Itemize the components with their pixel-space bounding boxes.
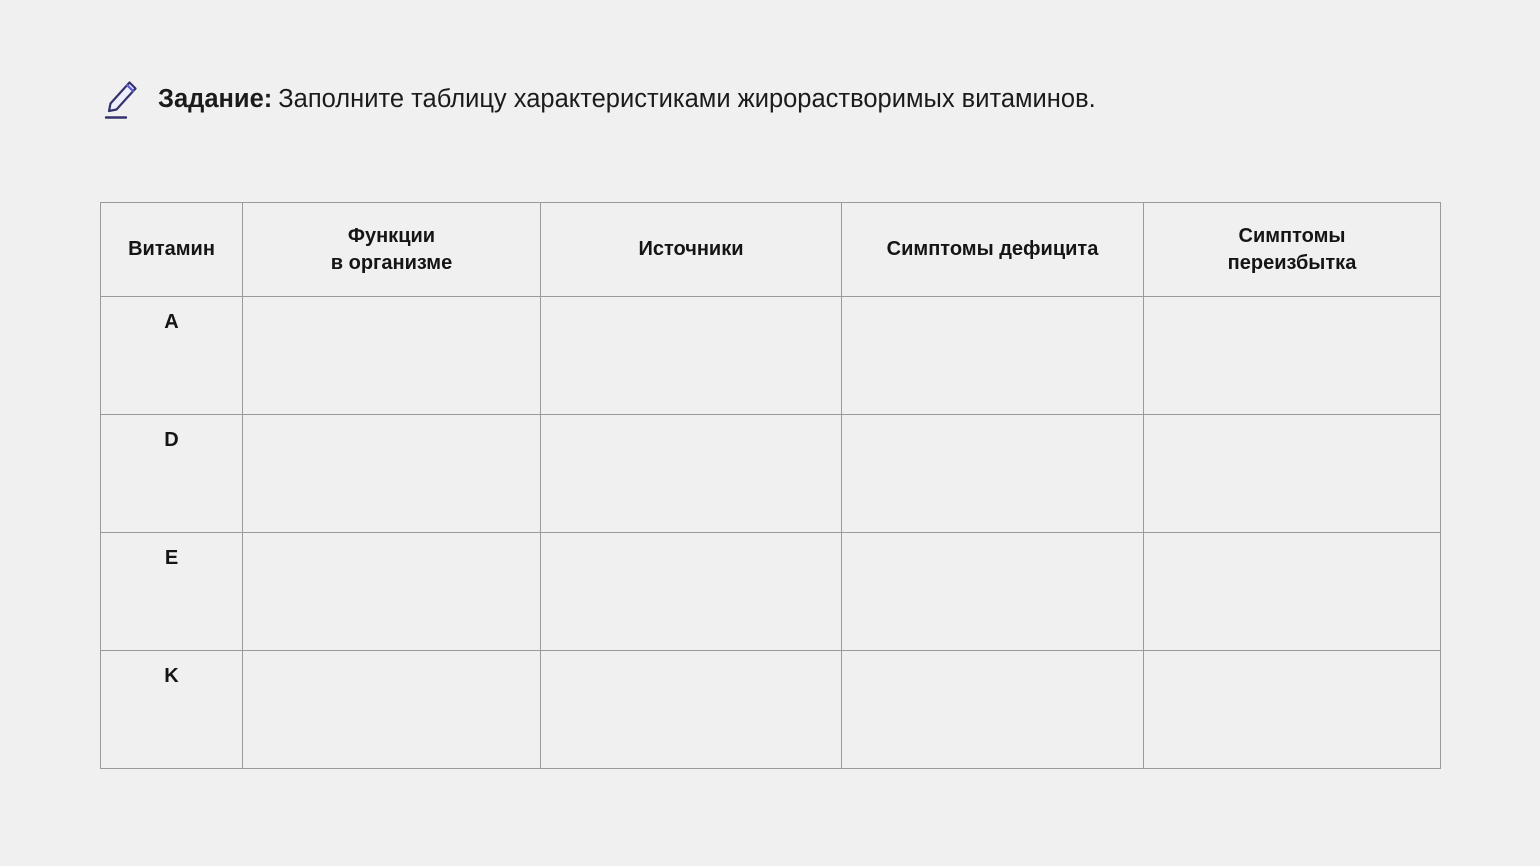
task-heading — [100, 76, 1096, 124]
cell-excess-a[interactable] — [1144, 297, 1441, 415]
vitamin-name-k: K — [101, 651, 243, 769]
task-text-line — [158, 84, 1096, 116]
cell-functions-k[interactable] — [243, 651, 541, 769]
vitamins-table — [100, 202, 1441, 769]
column-header-functions-label: Функции в организме — [330, 225, 453, 274]
cell-excess-e[interactable] — [1144, 533, 1441, 651]
table-row — [101, 651, 1441, 769]
table-row — [101, 297, 1441, 415]
column-header-vitamin-label: Витамин — [128, 238, 215, 261]
cell-sources-d[interactable] — [541, 415, 842, 533]
column-header-excess — [1144, 203, 1441, 297]
cell-excess-d[interactable] — [1144, 415, 1441, 533]
cell-sources-k[interactable] — [541, 651, 842, 769]
column-header-sources-label: Источники — [638, 238, 744, 261]
cell-deficiency-a[interactable] — [842, 297, 1144, 415]
task-label: Задание: — [158, 85, 273, 114]
column-header-deficiency-label: Симптомы дефицита — [886, 238, 1099, 261]
table-row — [101, 533, 1441, 651]
task-description: Заполните таблицу характеристиками жирорастворимых витаминов. — [278, 85, 1096, 114]
column-header-functions — [243, 203, 541, 297]
cell-deficiency-e[interactable] — [842, 533, 1144, 651]
cell-sources-e[interactable] — [541, 533, 842, 651]
cell-deficiency-d[interactable] — [842, 415, 1144, 533]
cell-excess-k[interactable] — [1144, 651, 1441, 769]
cell-deficiency-k[interactable] — [842, 651, 1144, 769]
table-header-row — [101, 203, 1441, 297]
table-row — [101, 415, 1441, 533]
cell-functions-d[interactable] — [243, 415, 541, 533]
column-header-deficiency — [842, 203, 1144, 297]
cell-sources-a[interactable] — [541, 297, 842, 415]
column-header-excess-label: Симптомы переизбытка — [1227, 225, 1357, 274]
vitamin-name-a: A — [101, 297, 243, 415]
vitamin-name-e: E — [101, 533, 243, 651]
column-header-vitamin — [101, 203, 243, 297]
vitamins-table-container — [100, 202, 1440, 769]
pencil-icon — [100, 76, 142, 124]
cell-functions-a[interactable] — [243, 297, 541, 415]
vitamin-name-d: D — [101, 415, 243, 533]
column-header-sources — [541, 203, 842, 297]
cell-functions-e[interactable] — [243, 533, 541, 651]
